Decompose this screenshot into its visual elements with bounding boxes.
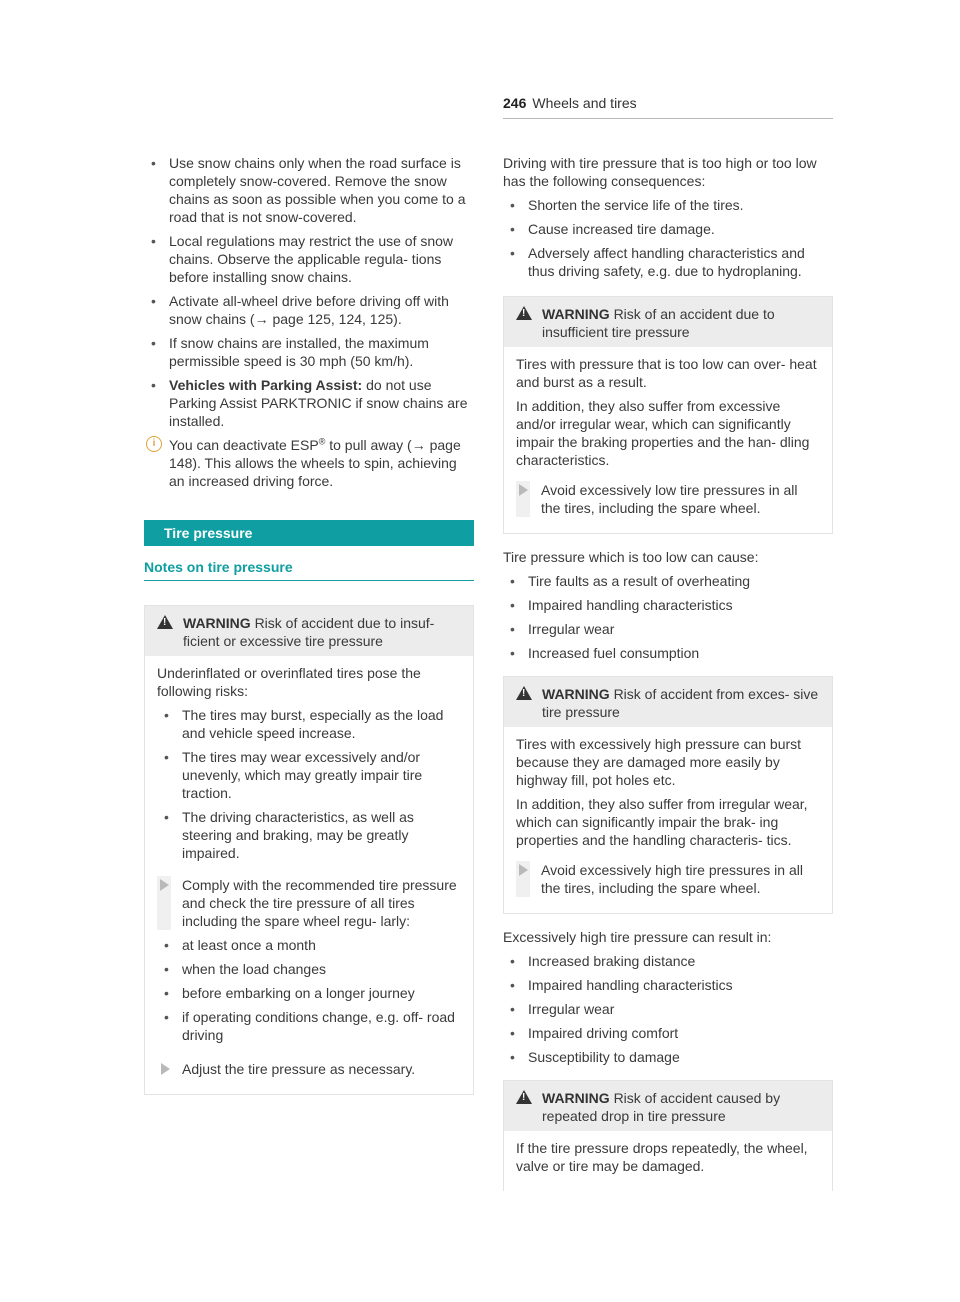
warning-box xyxy=(503,296,833,534)
step-text: Comply with the recommended tire pressure and check the tire pressure of all tires including the spare wheel regu- larly: xyxy=(182,877,457,929)
high-pressure-list xyxy=(503,952,833,1066)
step-arrow-icon xyxy=(157,876,171,930)
check-when-list xyxy=(157,936,461,1044)
list-item: • Impaired handling characteristics xyxy=(503,596,833,614)
list-item: • Impaired driving comfort xyxy=(503,1024,833,1042)
high-pressure-intro: Excessively high tire pressure can result in: xyxy=(503,929,772,945)
list-item: • If snow chains are installed, the maximum permissible speed is 30 mph (50 km/h). xyxy=(144,334,474,370)
step-arrow-icon xyxy=(516,481,530,517)
snow-chain-list xyxy=(144,154,474,430)
registered-mark: ® xyxy=(318,436,326,447)
risk-list xyxy=(157,706,461,862)
warning-header xyxy=(504,1081,832,1131)
list-item: • when the load changes xyxy=(157,960,461,978)
low-pressure-intro: Tire pressure which is too low can cause: xyxy=(503,549,759,565)
warning-icon: ! xyxy=(516,686,532,700)
page-number: 246 xyxy=(503,95,527,111)
subsection-title: Notes on tire pressure xyxy=(144,558,474,581)
warning-title: Risk of an accident due to insufficient tire pressure xyxy=(542,306,775,340)
section-title: Tire pressure xyxy=(144,520,474,546)
list-item: • Use snow chains only when the road surface is completely snow-covered. Remove the snow chains as soon as possible when you come to a road that is not snow-covered. xyxy=(144,154,474,226)
warning-icon: ! xyxy=(157,615,173,629)
list-item: • Activate all-wheel drive before driving off with snow chains (→ page 125, 124, 125). xyxy=(144,292,474,328)
warning-box xyxy=(503,1080,833,1191)
instruction-step xyxy=(516,861,820,897)
warning-header xyxy=(504,677,832,727)
warning-icon: ! xyxy=(516,1090,532,1104)
list-item: • The driving characteristics, as well as steering and braking, may be greatly impaired. xyxy=(157,808,461,862)
page-header xyxy=(503,94,833,119)
step-arrow-icon xyxy=(516,861,530,897)
list-item: • Increased braking distance xyxy=(503,952,833,970)
warning-label: WARNING xyxy=(183,615,251,631)
warning-body xyxy=(504,347,832,533)
list-item: • The tires may wear excessively and/or unevenly, which may greatly impair tire traction. xyxy=(157,748,461,802)
warning-paragraph: In addition, they also suffer from excessive and/or irregular wear, which can significantly impair the braking properties and the han- dling characteristics. xyxy=(516,398,810,468)
list-item: • Cause increased tire damage. xyxy=(503,220,833,238)
warning-box xyxy=(144,605,474,1095)
list-item: • Impaired handling characteristics xyxy=(503,976,833,994)
info-icon: i xyxy=(146,436,162,452)
list-item: • Increased fuel consumption xyxy=(503,644,833,662)
list-item: • Tire faults as a result of overheating xyxy=(503,572,833,590)
instruction-step xyxy=(516,481,820,517)
left-column xyxy=(144,154,474,1095)
info-note xyxy=(144,436,474,490)
list-item: • Irregular wear xyxy=(503,620,833,638)
list-item: • Adversely affect handling characteristics and thus driving safety, e.g. due to hydroplaning. xyxy=(503,244,833,280)
info-text-cont: to pull away (→ page 148). This allows the wheels to spin, achieving an increased driving force. xyxy=(169,437,461,489)
step-arrow-icon xyxy=(157,1060,171,1078)
list-item xyxy=(144,376,474,430)
warning-icon: ! xyxy=(516,306,532,320)
instruction-step xyxy=(157,876,461,930)
step-text: Avoid excessively low tire pressures in all the tires, including the spare wheel. xyxy=(541,482,798,516)
right-column xyxy=(503,154,833,1191)
warning-title: Risk of accident caused by repeated drop in tire pressure xyxy=(542,1090,781,1124)
step-text: Adjust the tire pressure as necessary. xyxy=(182,1061,416,1077)
list-item: • at least once a month xyxy=(157,936,461,954)
warning-paragraph: In addition, they also suffer from irregular wear, which can significantly impair the brak- ing properties and the handling characteris- tics. xyxy=(516,796,808,848)
instruction-step xyxy=(157,1060,461,1078)
warning-body xyxy=(504,1131,832,1191)
chapter-title: Wheels and tires xyxy=(532,95,637,111)
list-item: • The tires may burst, especially as the load and vehicle speed increase. xyxy=(157,706,461,742)
warning-title: Risk of accident due to insuf- ficient or excessive tire pressure xyxy=(183,615,435,649)
list-item: • before embarking on a longer journey xyxy=(157,984,461,1002)
parking-assist-text: do not use Parking Assist PARKTRONIC if snow chains are installed. xyxy=(169,377,468,429)
warning-body xyxy=(504,727,832,913)
warning-label: WARNING xyxy=(542,1090,610,1106)
warning-title: Risk of accident from exces- sive tire pressure xyxy=(542,686,819,720)
warning-intro: Underinflated or overinflated tires pose the following risks: xyxy=(157,665,421,699)
info-text: You can deactivate ESP xyxy=(169,437,319,453)
consequences-list xyxy=(503,196,833,280)
warning-header xyxy=(145,606,473,656)
list-item: • Shorten the service life of the tires. xyxy=(503,196,833,214)
warning-paragraph: If the tire pressure drops repeatedly, the wheel, valve or tire may be damaged. xyxy=(516,1140,808,1174)
step-text: Avoid excessively high tire pressures in all the tires, including the spare wheel. xyxy=(541,862,803,896)
warning-paragraph: Tires with excessively high pressure can burst because they are damaged more easily by highway fill, pot holes etc. xyxy=(516,736,802,788)
list-item: • Local regulations may restrict the use of snow chains. Observe the applicable regula- tions before installing snow chains. xyxy=(144,232,474,286)
warning-label: WARNING xyxy=(542,306,610,322)
list-item: • if operating conditions change, e.g. off- road driving xyxy=(157,1008,461,1044)
warning-header xyxy=(504,297,832,347)
warning-box xyxy=(503,676,833,914)
warning-label: WARNING xyxy=(542,686,610,702)
consequences-intro: Driving with tire pressure that is too high or too low has the following consequences: xyxy=(503,155,817,189)
parking-assist-label: Vehicles with Parking Assist: xyxy=(169,377,363,393)
low-pressure-list xyxy=(503,572,833,662)
warning-body xyxy=(145,656,473,1094)
list-item: • Irregular wear xyxy=(503,1000,833,1018)
warning-paragraph: Tires with pressure that is too low can over- heat and burst as a result. xyxy=(516,356,817,390)
list-item: • Susceptibility to damage xyxy=(503,1048,833,1066)
